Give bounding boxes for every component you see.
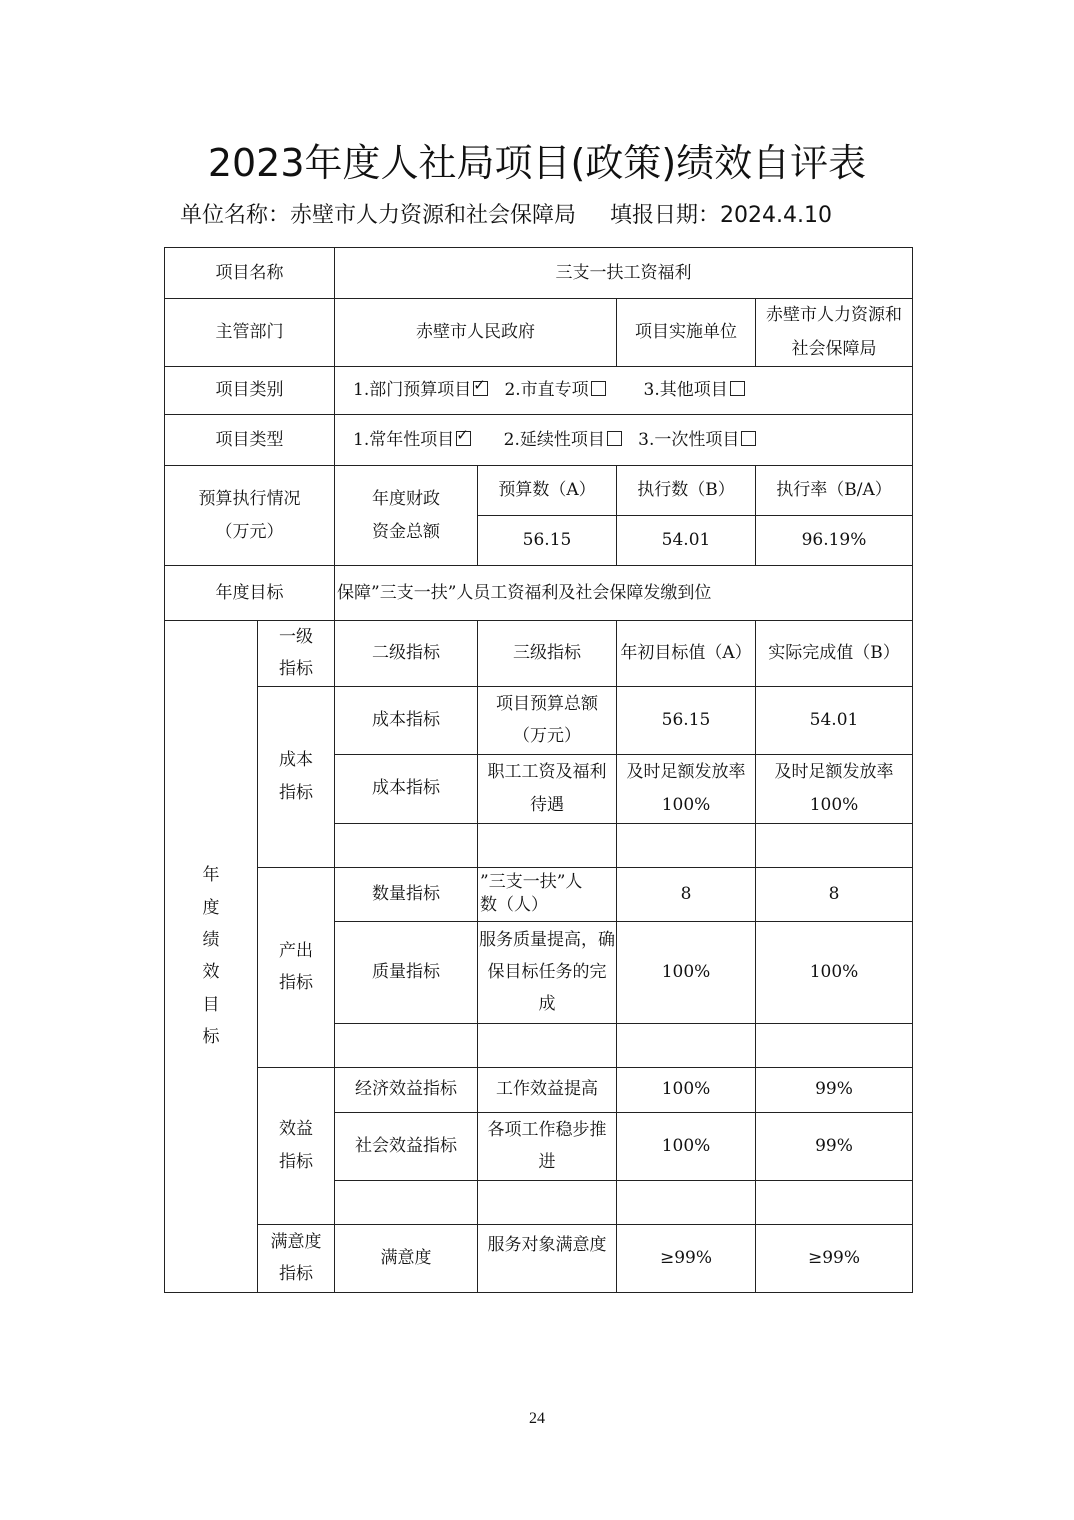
row-annual-goal: [165, 566, 913, 621]
l3-line: 各项工作稳步推: [487, 1119, 607, 1140]
actual-cell: 99%: [756, 1067, 913, 1112]
l2-cell: 社会效益指标: [335, 1112, 478, 1180]
row-perf-header: [165, 621, 913, 687]
budget-label: [165, 466, 335, 566]
l3-cell: [478, 1224, 617, 1292]
level3-header: 三级指标: [478, 621, 617, 687]
target-cell: 100%: [617, 1112, 756, 1180]
category-options: [335, 367, 913, 415]
l3-cell: [478, 686, 617, 754]
group-label-line: 产出: [279, 940, 313, 961]
category-label: 项目类别: [165, 367, 335, 415]
level1-header-line1: 一级: [279, 627, 313, 647]
impl-value: 赤壁市人力资源和社会保障局: [756, 299, 913, 367]
l3-line: 进: [538, 1152, 556, 1173]
l2-cell: 数量指标: [335, 867, 478, 921]
fund-label-line2: 资金总额: [372, 521, 440, 542]
exec-value: 54.01: [617, 516, 756, 566]
checked-box-icon: ✓: [456, 431, 471, 446]
target-line: 及时足额发放率: [626, 762, 746, 783]
actual-header: 实际完成值（B）: [756, 621, 913, 687]
row-category: [165, 367, 913, 415]
page-title: 2023年度人社局项目(政策)绩效自评表: [207, 141, 867, 185]
group-label-line: 满意度: [270, 1231, 322, 1252]
table-row: [165, 1067, 913, 1112]
rate-value: 96.19%: [756, 516, 913, 566]
l3-line: 成: [538, 994, 556, 1015]
l3-line: 数（人）: [480, 895, 548, 916]
l2-cell: 成本指标: [335, 754, 478, 823]
fund-label-line1: 年度财政: [372, 489, 440, 510]
target-cell: 56.15: [617, 686, 756, 754]
target-line: 100%: [661, 794, 711, 815]
table-row: [165, 686, 913, 754]
dept-value: 赤壁市人民政府: [335, 299, 617, 367]
l3-cell: [478, 1067, 617, 1112]
type-opt2: 2.延续性项目: [503, 429, 605, 450]
type-options: [335, 415, 913, 466]
l2-cell: 满意度: [335, 1224, 478, 1292]
group-label-line: 指标: [279, 1264, 313, 1285]
project-name-label: 项目名称: [165, 248, 335, 299]
checked-box-icon: ✓: [473, 381, 488, 396]
l3-line: 项目预算总额: [496, 693, 598, 714]
exec-col-header: 执行数（B）: [617, 466, 756, 516]
category-opt1: 1.部门预算项目: [353, 380, 472, 401]
target-header: 年初目标值（A）: [617, 621, 756, 687]
group-label-line: 成本: [279, 750, 313, 771]
header-info: [180, 198, 832, 229]
dept-label: 主管部门: [165, 299, 335, 367]
table-row: [165, 1224, 913, 1292]
performance-table: [164, 247, 913, 1293]
budget-label-line2: （万元）: [215, 521, 284, 542]
group-label-line: 效益: [279, 1119, 313, 1140]
fund-label: [335, 466, 478, 566]
target-cell: [617, 754, 756, 823]
actual-line: 100%: [809, 794, 859, 815]
l3-line: （万元）: [513, 726, 581, 747]
report-date: 填报日期：2024.4.10: [610, 203, 832, 228]
impl-label: 项目实施单位: [617, 299, 756, 367]
unit-name: 单位名称：赤壁市人力资源和社会保障局: [180, 203, 577, 228]
type-opt3: 3.一次性项目: [638, 429, 740, 450]
actual-cell: ≥99%: [756, 1224, 913, 1292]
l2-cell: 经济效益指标: [335, 1067, 478, 1112]
target-cell: ≥99%: [617, 1224, 756, 1292]
actual-line: 及时足额发放率: [774, 762, 894, 783]
table-row: [165, 867, 913, 921]
side-char: 标: [202, 1026, 220, 1047]
actual-cell: [756, 754, 913, 823]
level1-header: [258, 621, 335, 687]
row-project-name: [165, 248, 913, 299]
l3-line: 工作效益提高: [496, 1079, 598, 1100]
target-cell: 8: [617, 867, 756, 921]
row-department: [165, 299, 913, 367]
actual-cell: 8: [756, 867, 913, 921]
budget-col-header: 预算数（A）: [478, 466, 617, 516]
side-char: 年: [202, 865, 220, 886]
category-opt3: 3.其他项目: [643, 380, 728, 401]
l3-line: ”三支一扶”人: [480, 872, 583, 893]
project-name-value: 三支一扶工资福利: [335, 248, 913, 299]
group-label-line: 指标: [279, 1151, 313, 1172]
group-label-line: 指标: [279, 973, 313, 994]
l3-line: 服务质量提高，确: [479, 929, 615, 950]
l2-cell: 质量指标: [335, 921, 478, 1023]
checkbox-icon: [607, 431, 622, 446]
l2-cell: 成本指标: [335, 686, 478, 754]
actual-cell: 100%: [756, 921, 913, 1023]
level2-header: 二级指标: [335, 621, 478, 687]
checkbox-icon: [741, 431, 756, 446]
checkbox-icon: [591, 381, 606, 396]
l3-line: 服务对象满意度: [487, 1234, 607, 1255]
actual-cell: 54.01: [756, 686, 913, 754]
goal-value: 保障”三支一扶”人员工资福利及社会保障发缴到位: [335, 566, 913, 621]
benefit-group-label: [258, 1067, 335, 1224]
target-cell: 100%: [617, 921, 756, 1023]
row-type: [165, 415, 913, 466]
output-group-label: [258, 867, 335, 1067]
row-budget-header: [165, 466, 913, 516]
type-label: 项目类型: [165, 415, 335, 466]
type-opt1: 1.常年性项目: [353, 429, 455, 450]
goal-label: 年度目标: [165, 566, 335, 621]
l3-cell: [478, 1112, 617, 1180]
side-char: 度: [202, 897, 220, 918]
cost-group-label: [258, 686, 335, 867]
actual-cell: 99%: [756, 1112, 913, 1180]
l3-cell: [478, 754, 617, 823]
l3-line: 保目标任务的完: [487, 961, 607, 982]
side-char: 目: [202, 994, 220, 1015]
l3-cell: [478, 921, 617, 1023]
perf-side-label: [165, 621, 258, 1293]
budget-label-line1: 预算执行情况: [198, 489, 301, 510]
target-cell: 100%: [617, 1067, 756, 1112]
l3-line: 职工工资及福利: [487, 762, 607, 783]
l3-cell: [478, 867, 617, 921]
checkbox-icon: [730, 381, 745, 396]
page-number: 24: [529, 1410, 545, 1427]
rate-col-header: 执行率（B/A）: [756, 466, 913, 516]
budget-value: 56.15: [478, 516, 617, 566]
side-char: 效: [202, 962, 220, 983]
group-label-line: 指标: [279, 782, 313, 803]
category-opt2: 2.市直专项: [504, 380, 589, 401]
level1-header-line2: 指标: [279, 659, 313, 680]
l3-line: 待遇: [530, 794, 564, 815]
side-char: 绩: [202, 930, 220, 950]
satisfaction-group-label: [258, 1224, 335, 1292]
